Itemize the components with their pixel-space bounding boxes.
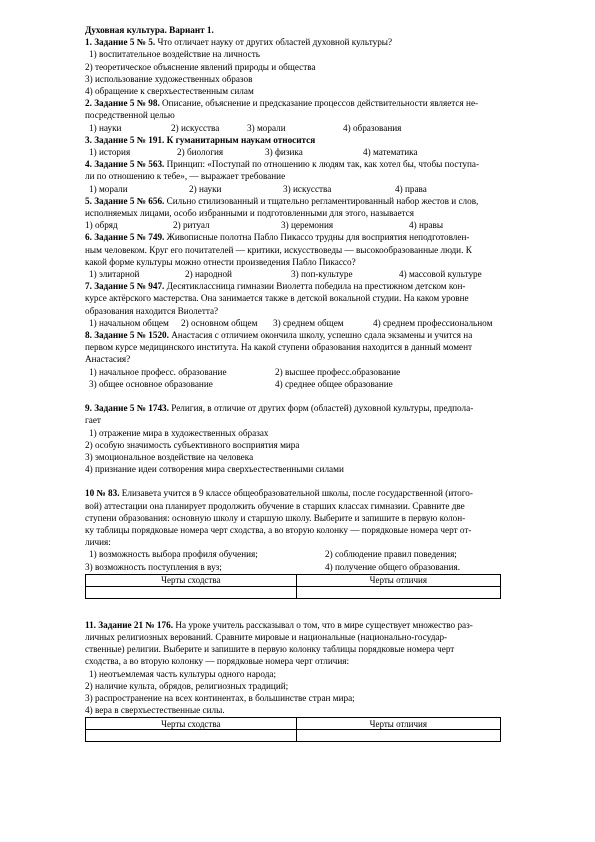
question-text: посредственной целью — [85, 110, 175, 121]
question-text: Что отличает науку от других областей духовной культуры? — [157, 37, 393, 48]
question-9 — [85, 402, 555, 414]
option: 4) права — [395, 183, 427, 194]
option: 4) признание идеи сотворения мира сверхъестественными силами — [85, 464, 344, 475]
question-number: 11. Задание 21 № 176. — [85, 619, 174, 630]
question-text: вой) аттестации она планирует продолжить обучение в старших классах гимназии. Сравните две — [85, 500, 465, 511]
question-11 — [85, 619, 555, 631]
answer-cell-differences[interactable] — [296, 730, 500, 742]
question-3 — [85, 134, 555, 146]
question-7 — [85, 280, 555, 292]
options-row — [85, 122, 555, 134]
option: 1) морали — [89, 183, 128, 194]
option: 2) народной — [185, 269, 232, 280]
question-text: ственные) религии. Выберите и запишите в первую колонку таблицы порядковые номера черт — [85, 644, 455, 655]
option: 2) высшее професс.образование — [275, 366, 401, 377]
option: 3) возможность поступления в вуз; — [85, 561, 222, 572]
answer-table — [85, 717, 501, 742]
question-text: К гуманитарным наукам относится — [166, 134, 316, 145]
options-row — [85, 378, 555, 390]
question-number: 4. Задание 5 № 563. — [85, 159, 165, 170]
worksheet-content — [85, 24, 555, 742]
question-text: Принцип: «Поступай по отношению к людям так, как хотел бы, чтобы поступа- — [166, 159, 480, 170]
spacer — [85, 475, 555, 487]
option: 4) математика — [363, 147, 418, 158]
option: 4) среднем профессиональном — [373, 317, 493, 328]
question-text: Живописные полотна Пабло Пикассо трудны для восприятия неподготовлен- — [166, 232, 470, 243]
question-number: 6. Задание 5 № 749. — [85, 232, 165, 243]
question-text: ли по отношению к тебе», — выражает требование — [85, 171, 286, 182]
question-text: личных религиозных верований. Сравните мировые и национальные (национально-государ- — [85, 631, 448, 642]
option: 2) основном общем — [181, 317, 258, 328]
option: 4) образования — [343, 122, 402, 133]
option: 3) физика — [265, 147, 303, 158]
question-text: ным человеком. Круг его почитателей — критики, искусствоведы — высокообразованные люди. К — [85, 244, 472, 255]
question-number: 9. Задание 5 № 1743. — [85, 403, 169, 414]
option: 3) общее основное образование — [89, 378, 213, 389]
option: 4) обращение к сверхъестественным силам — [85, 86, 254, 97]
question-text: ступени образования: основную школу и старшую школу. Выберите и запишите в первую колон- — [85, 512, 466, 523]
options-row — [85, 366, 555, 378]
options-row — [85, 219, 555, 231]
question-1 — [85, 36, 555, 48]
question-number: 1. Задание 5 № 5. — [85, 37, 156, 48]
option: 3) морали — [247, 122, 286, 133]
table-header-similarities: Черты сходства — [86, 574, 297, 586]
question-text: ку таблицы порядковые номера черт сходства, а во вторую колонку — порядковые номера черт от- — [85, 524, 472, 535]
answer-cell-similarities[interactable] — [86, 586, 297, 598]
option: 1) неотъемлемая часть культуры одного народа; — [89, 668, 277, 679]
options-row — [85, 548, 555, 560]
option: 1) науки — [89, 122, 122, 133]
answer-cell-differences[interactable] — [296, 586, 500, 598]
option: 4) нравы — [409, 220, 444, 231]
worksheet-title: Духовная культура. Вариант 1. — [85, 25, 214, 35]
question-text: Десятиклассница гимназии Виолетта победила на престижном детском кон- — [166, 281, 466, 292]
answer-cell-similarities[interactable] — [86, 730, 297, 742]
option: 3) среднем общем — [273, 317, 344, 328]
question-text: гает — [85, 415, 101, 426]
question-number: 2. Задание 5 № 98. — [85, 98, 160, 109]
question-text: образования находится Виолетта? — [85, 305, 219, 316]
option: 1) обряд — [85, 220, 118, 231]
question-6 — [85, 231, 555, 243]
question-text: Описание, объяснение и предсказание процессов действительности является не- — [162, 98, 479, 109]
question-2 — [85, 97, 555, 109]
answer-table — [85, 574, 501, 599]
table-header-differences: Черты отличия — [296, 574, 500, 586]
question-8 — [85, 329, 555, 341]
options-row — [85, 317, 555, 329]
spacer — [85, 599, 555, 611]
option: 1) возможность выбора профиля обучения; — [89, 549, 258, 560]
option: 4) получение общего образования. — [325, 561, 461, 572]
option: 1) воспитательное воздействие на личность — [89, 49, 260, 60]
table-header-similarities: Черты сходства — [86, 718, 297, 730]
question-text: На уроке учитель рассказывал о том, что в мире существует множество раз- — [175, 619, 473, 630]
option: 2) соблюдение правил поведения; — [325, 549, 457, 560]
question-text: Анастасия с отличием окончила школу, успешно сдала экзамены и учится на — [171, 330, 473, 341]
question-4 — [85, 158, 555, 170]
option: 4) вера в сверхъестественные силы. — [85, 705, 225, 716]
question-text: Религия, в отличие от других форм (областей) духовной культуры, предполa- — [171, 403, 474, 414]
question-text: исполняемых лицами, особо избранными и подготовленными для этого, называется — [85, 208, 414, 219]
option: 3) церемония — [281, 220, 334, 231]
option: 1) элитарной — [89, 269, 140, 280]
option: 2) биология — [177, 147, 224, 158]
table-header-differences: Черты отличия — [296, 718, 500, 730]
option: 3) поп-культуре — [291, 269, 353, 280]
question-5 — [85, 195, 555, 207]
option: 2) теоретическое объяснение явлений природы и общества — [85, 61, 316, 72]
question-number: 5. Задание 5 № 656. — [85, 195, 165, 206]
option: 1) начальном общем — [89, 317, 169, 328]
option: 3) распространение на всех континентах, в большинстве стран мира; — [85, 692, 355, 703]
option: 2) особую значимость субъективного восприятия мира — [85, 439, 300, 450]
option: 1) начальное професс. образование — [89, 366, 227, 377]
option: 1) отражение мира в художественных образах — [89, 427, 269, 438]
option: 2) наличие культа, обрядов, религиозных традиций; — [85, 680, 289, 691]
question-text: какой форме культуры можно отнести произведения Пабло Пикассо? — [85, 256, 356, 267]
option: 2) ритуал — [173, 220, 210, 231]
option: 4) массовой культуре — [399, 269, 482, 280]
spacer — [85, 390, 555, 402]
question-text: личия: — [85, 537, 111, 548]
option: 3) использование художественных образов — [85, 73, 253, 84]
question-10 — [85, 487, 555, 499]
question-text: курсе актёрского мастерства. Она занимается также в детской вокальной студии. На каком уровне — [85, 293, 469, 304]
question-text: первом курсе медицинского института. На какой ступени образования находится в данный момент — [85, 342, 473, 353]
option: 2) науки — [189, 183, 222, 194]
question-number: 3. Задание 5 № 191. — [85, 134, 165, 145]
spacer — [85, 611, 555, 619]
question-text: Анастасия? — [85, 354, 131, 365]
options-row — [85, 146, 555, 158]
question-number: 7. Задание 5 № 947. — [85, 281, 165, 292]
question-text: Сильно стилизованный и тщательно регламентированный набор жестов и слов, — [166, 195, 479, 206]
question-number: 8. Задание 5 № 1520. — [85, 330, 169, 341]
option: 2) искусства — [171, 122, 220, 133]
options-row — [85, 183, 555, 195]
question-text: Елизавета учится в 9 классе общеобразовательной школы, после государственной (итого- — [121, 488, 473, 499]
option: 1) история — [89, 147, 131, 158]
question-number: 10 № 83. — [85, 488, 120, 499]
options-row — [85, 268, 555, 280]
option: 3) эмоциональное воздействие на человека — [85, 451, 254, 462]
question-text: сходства, а во вторую колонку — порядковые номера черт отличия: — [85, 656, 350, 667]
option: 4) среднее общее образование — [275, 378, 393, 389]
options-row — [85, 561, 555, 573]
option: 3) искусства — [283, 183, 332, 194]
